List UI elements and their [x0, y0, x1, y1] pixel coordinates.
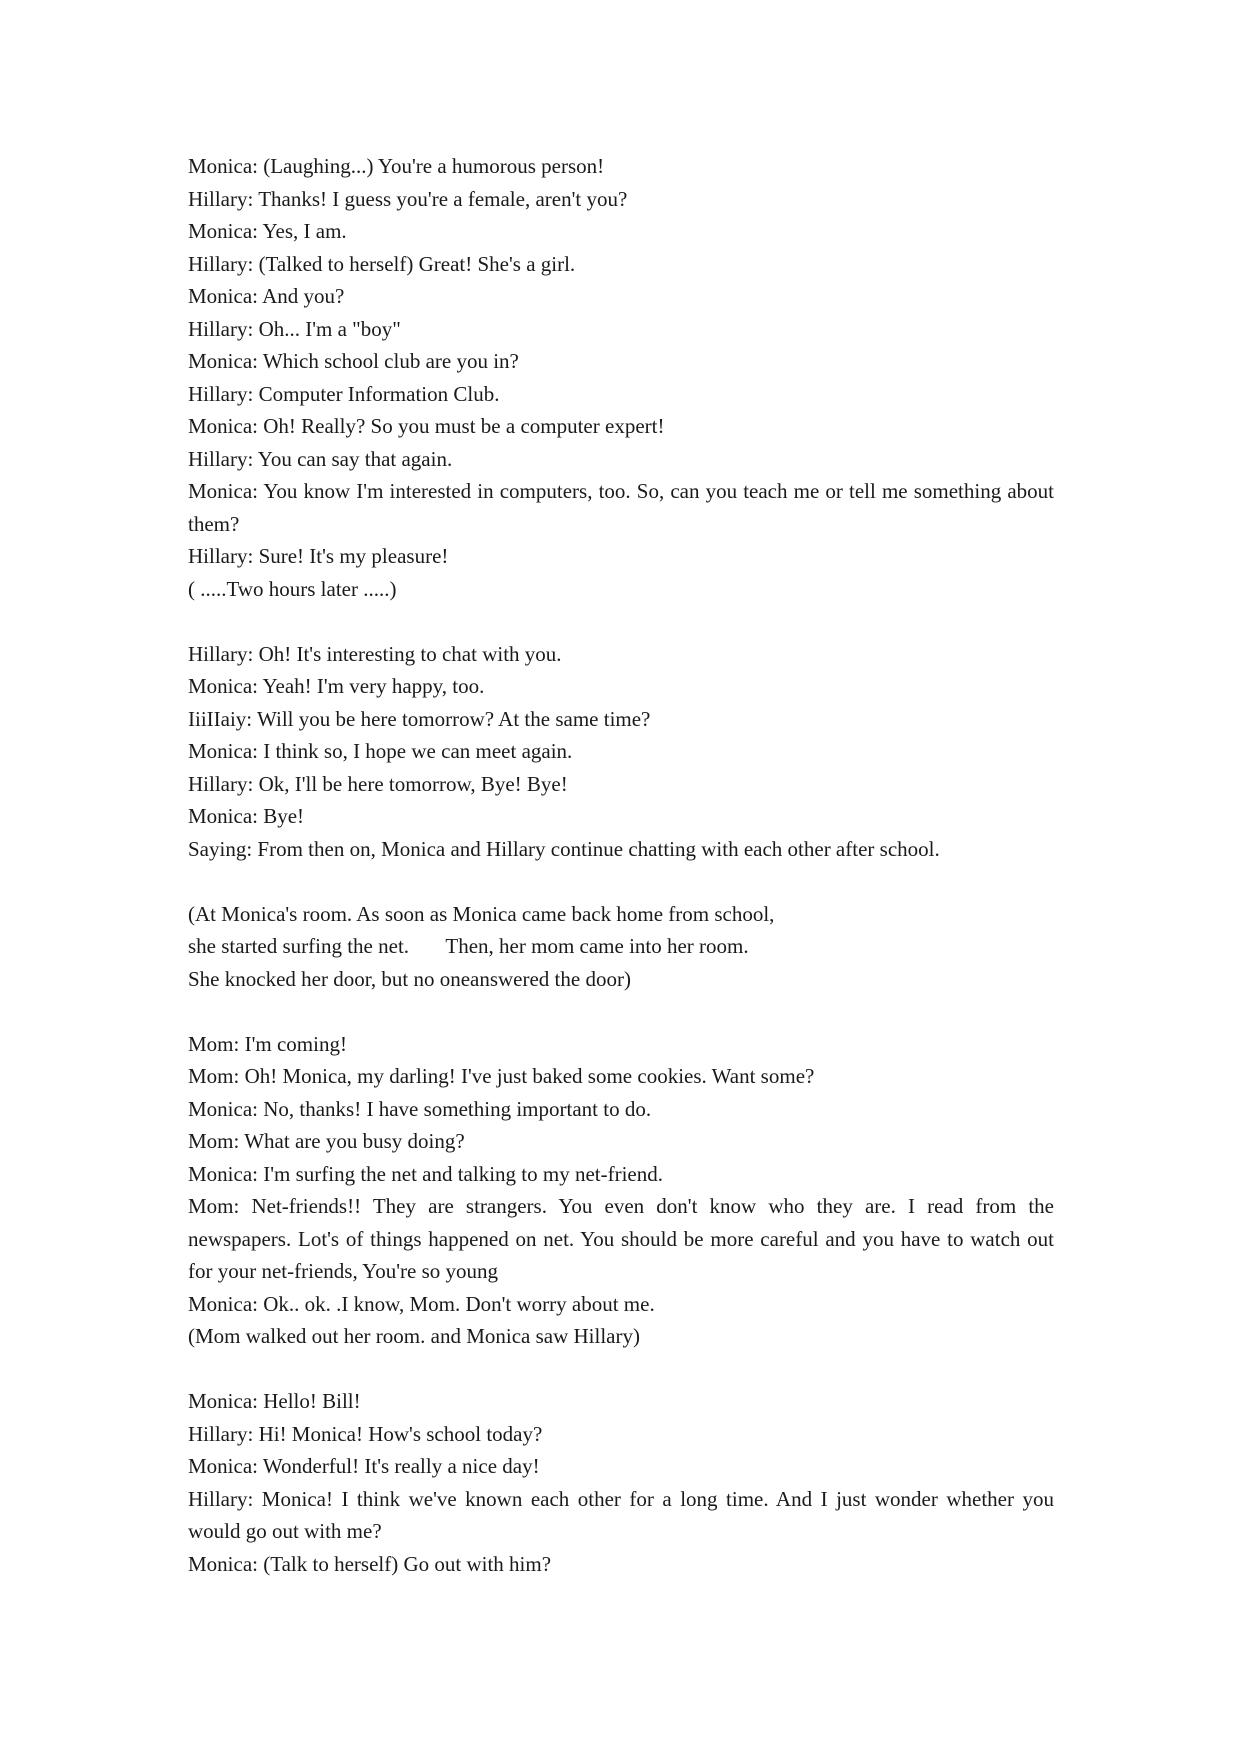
dialogue-line: Monica: (Laughing...) You're a humorous person!: [188, 154, 605, 178]
dialogue-line: Monica: No, thanks! I have something important to do.: [188, 1096, 652, 1121]
dialogue-line: Monica: I think so, I hope we can meet again.: [188, 739, 573, 763]
dialogue-line: Monica: Yes, I am.: [188, 219, 347, 243]
blank-line: [188, 995, 1054, 1028]
dialogue-paragraph: Hillary: Monica! I think we've known each other for a long time. And I just wonder whether you would go out with me?: [188, 1486, 1054, 1543]
stage-direction: (At Monica's room. As soon as Monica came back home from school,: [188, 901, 775, 926]
dialogue-line: Hillary: Computer Information Club.: [188, 381, 500, 406]
dialogue-line: Hillary: (Talked to herself) Great! She's a girl.: [188, 251, 576, 276]
dialogue-line: Mom: Oh! Monica, my darling! I've just baked some cookies. Want some?: [188, 1064, 815, 1088]
dialogue-line: Hillary: Ok, I'll be here tomorrow, Bye! Bye!: [188, 771, 568, 796]
dialogue-line: Monica: Ok.. ok. .I know, Mom. Don't worry about me.: [188, 1291, 655, 1316]
dialogue-line: Hillary: You can say that again.: [188, 446, 453, 471]
dialogue-paragraph: Mom: Net-friends!! They are strangers. You even don't know who they are. I read from the newspapers. Lot's of things happened on net. You should be more careful and you have to watch out for your net-friends, You're so young: [188, 1194, 1054, 1283]
dialogue-line: Monica: Wonderful! It's really a nice day!: [188, 1454, 540, 1478]
dialogue-line: Monica: Yeah! I'm very happy, too.: [188, 674, 485, 698]
dialogue-line: Mom: What are you busy doing?: [188, 1129, 465, 1153]
dialogue-paragraph: Monica: You know I'm interested in computers, too. So, can you teach me or tell me something about them?: [188, 479, 1054, 536]
stage-direction: She knocked her door, but no oneanswered the door): [188, 966, 631, 991]
dialogue-line: Mom: I'm coming!: [188, 1031, 347, 1056]
dialogue-text: [188, 150, 1054, 1580]
dialogue-line: Monica: Oh! Really? So you must be a computer expert!: [188, 414, 665, 438]
dialogue-line: Saying: From then on, Monica and Hillary continue chatting with each other after school.: [188, 836, 940, 861]
dialogue-line: IiiIIaiy: Will you be here tomorrow? At the same time?: [188, 706, 651, 731]
dialogue-line: Monica: I'm surfing the net and talking to my net-friend.: [188, 1161, 664, 1186]
dialogue-line: Monica: Bye!: [188, 804, 305, 828]
dialogue-line: Hillary: Hi! Monica! How's school today?: [188, 1421, 543, 1446]
dialogue-line: Hillary: Oh! It's interesting to chat with you.: [188, 641, 562, 666]
blank-line: [188, 865, 1054, 898]
stage-direction: she started surfing the net. Then, her mom came into her room.: [188, 934, 749, 958]
dialogue-line: Hillary: Thanks! I guess you're a female, aren't you?: [188, 186, 628, 211]
stage-direction: ( .....Two hours later .....): [188, 576, 397, 601]
dialogue-line: Hillary: Oh... I'm a "boy": [188, 316, 401, 341]
dialogue-line: Monica: Hello! Bill!: [188, 1389, 361, 1413]
blank-line: [188, 1353, 1054, 1386]
stage-direction: (Mom walked out her room. and Monica saw Hillary): [188, 1324, 640, 1348]
dialogue-line: Monica: (Talk to herself) Go out with him?: [188, 1551, 552, 1576]
dialogue-line: Hillary: Sure! It's my pleasure!: [188, 544, 449, 568]
dialogue-line: Monica: And you?: [188, 284, 345, 308]
blank-line: [188, 605, 1054, 638]
dialogue-line: Monica: Which school club are you in?: [188, 349, 519, 373]
